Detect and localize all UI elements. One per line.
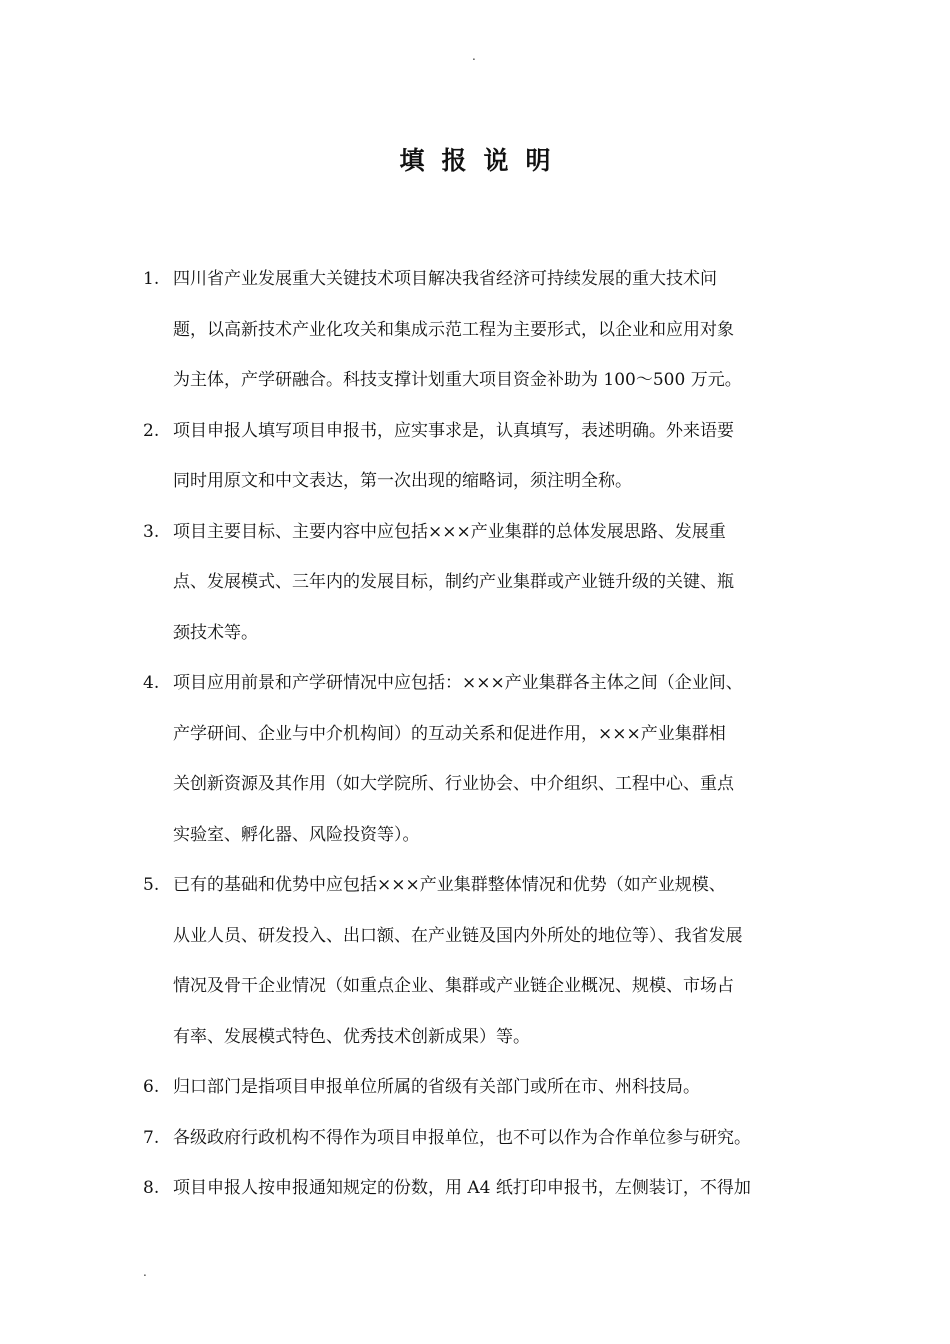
item-number: 7. <box>143 1127 160 1148</box>
item-text-line: 关创新资源及其作用（如大学院所、行业协会、中介组织、工程中心、重点 <box>173 774 734 794</box>
item-text <box>173 860 813 1062</box>
item-text-line: 归口部门是指项目申报单位所属的省级有关部门或所在市、州科技局。 <box>173 1077 700 1097</box>
instructions-list <box>143 254 813 1214</box>
item-text-line: 同时用原文和中文表达，第一次出现的缩略词，须注明全称。 <box>173 471 632 491</box>
item-text-line: 项目申报人按申报通知规定的份数，用 A4 纸打印申报书，左侧装订，不得加 <box>173 1178 751 1198</box>
item-text <box>173 254 813 406</box>
item-number: 4. <box>143 673 160 693</box>
list-item <box>143 1163 813 1214</box>
item-text-line: 四川省产业发展重大关键技术项目解决我省经济可持续发展的重大技术问 <box>173 269 717 289</box>
item-text <box>173 658 813 860</box>
item-text-line: 已有的基础和优势中应包括×××产业集群整体情况和优势（如产业规模、 <box>173 875 726 895</box>
item-number: 2. <box>143 420 160 441</box>
item-text <box>173 1163 813 1214</box>
list-item <box>143 1113 813 1164</box>
item-text-line: 为主体，产学研融合。科技支撑计划重大项目资金补助为 100～500 万元。 <box>173 370 742 390</box>
list-item <box>143 507 813 659</box>
list-item <box>143 254 813 406</box>
item-text-line: 题，以高新技术产业化攻关和集成示范工程为主要形式，以企业和应用对象 <box>173 319 734 340</box>
item-text-line: 项目主要目标、主要内容中应包括×××产业集群的总体发展思路、发展重 <box>173 521 726 542</box>
list-item <box>143 658 813 860</box>
footer-mark: . <box>143 1265 147 1279</box>
item-text <box>173 1113 813 1164</box>
item-text-line: 有率、发展模式特色、优秀技术创新成果）等。 <box>173 1026 530 1047</box>
list-item <box>143 1062 813 1113</box>
item-text-line: 从业人员、研发投入、出口额、在产业链及国内外所处的地位等）、我省发展 <box>173 925 743 946</box>
item-text-line: 项目应用前景和产学研情况中应包括：×××产业集群各主体之间（企业间、 <box>173 673 743 693</box>
page-title: 填报说明 <box>399 146 568 175</box>
list-item <box>143 860 813 1062</box>
item-text <box>173 406 813 507</box>
item-text-line: 点、发展模式、三年内的发展目标，制约产业集群或产业链升级的关键、瓶 <box>173 572 734 592</box>
item-number: 8. <box>143 1178 160 1198</box>
item-text-line: 产学研间、企业与中介机构间）的互动关系和促进作用，×××产业集群相 <box>173 723 726 744</box>
item-number: 6. <box>143 1077 160 1097</box>
item-text <box>173 1062 813 1113</box>
item-text-line: 各级政府行政机构不得作为项目申报单位，也不可以作为合作单位参与研究。 <box>173 1127 751 1148</box>
item-text-line: 项目申报人填写项目申报书，应实事求是，认真填写，表述明确。外来语要 <box>173 420 734 441</box>
item-text-line: 实验室、孵化器、风险投资等）。 <box>173 824 420 845</box>
header-mark: . <box>472 49 476 63</box>
item-text <box>173 507 813 659</box>
item-number: 3. <box>143 521 160 542</box>
item-number: 5. <box>143 875 160 895</box>
item-number: 1. <box>143 269 160 289</box>
item-text-line: 情况及骨干企业情况（如重点企业、集群或产业链企业概况、规模、市场占 <box>173 976 734 996</box>
item-text-line: 颈技术等。 <box>173 622 258 643</box>
list-item <box>143 406 813 507</box>
